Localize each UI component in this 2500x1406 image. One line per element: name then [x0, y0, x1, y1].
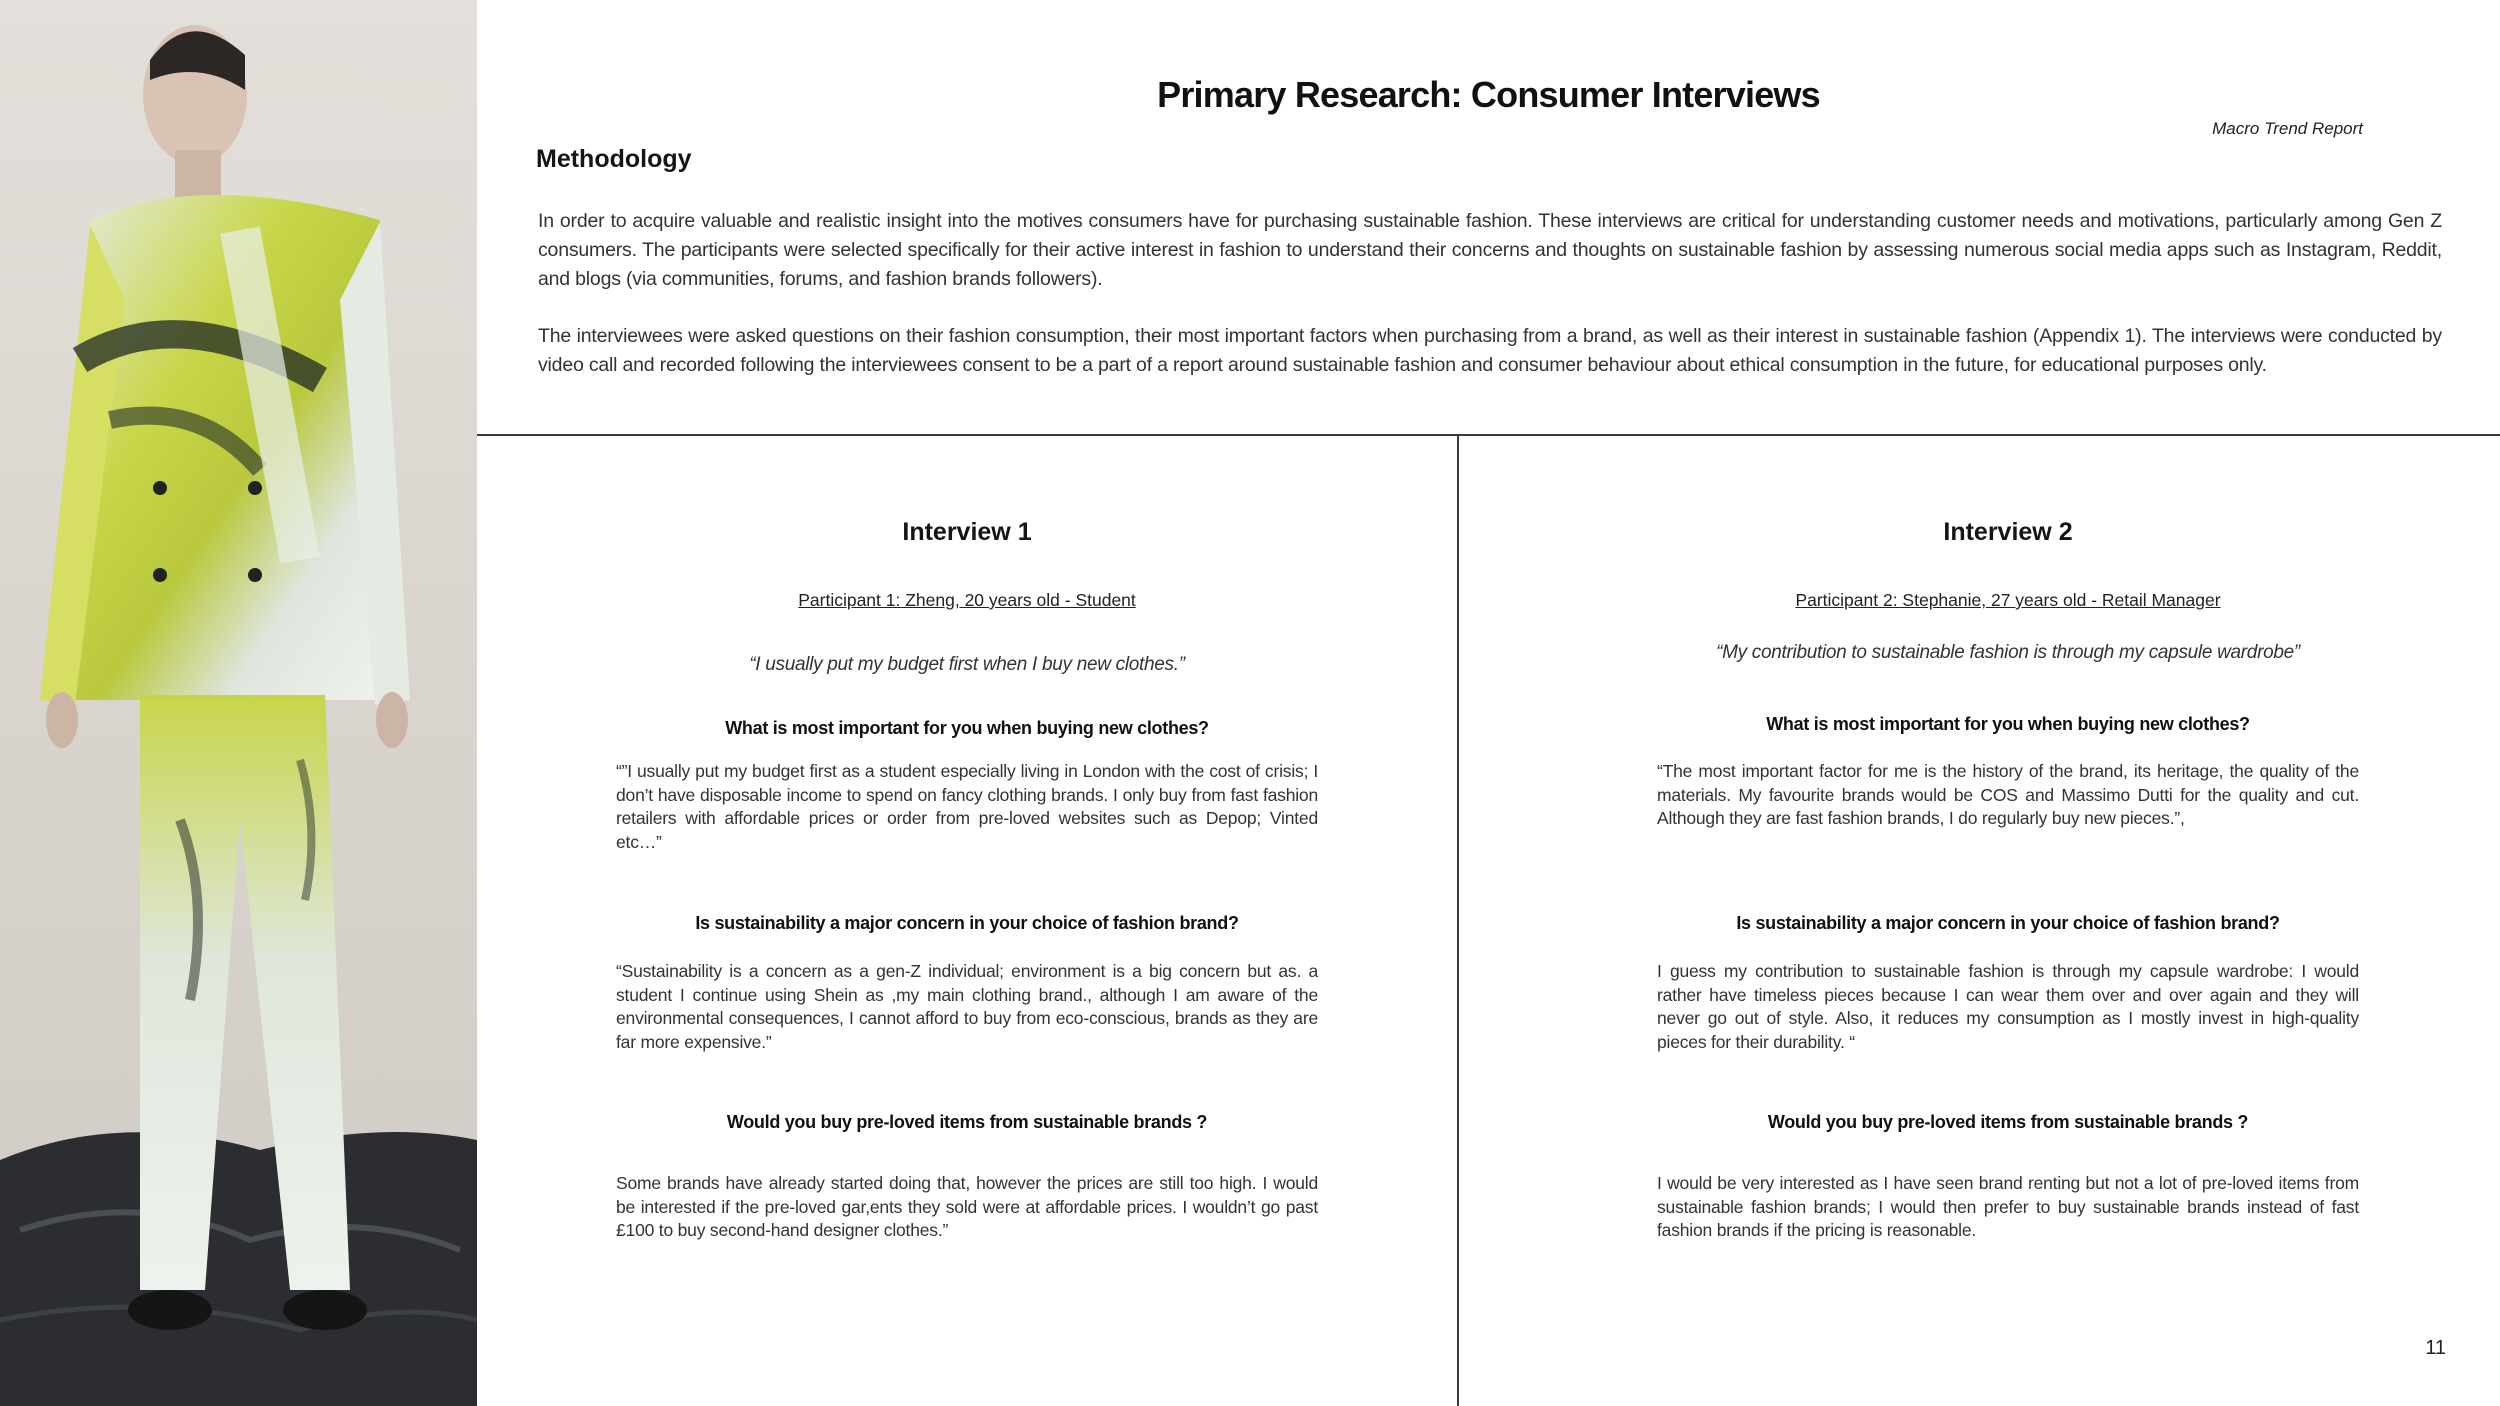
interview-title: Interview 1: [902, 518, 1032, 546]
report-label: Macro Trend Report: [2212, 119, 2363, 138]
methodology-paragraph: The interviewees were asked questions on their fashion consumption, their most important factors when purchasing from a brand, as well as their interest in sustainable fashion (Appendix 1). The interviews were conducted by video call and recorded following the interviewees consent to be a part of a report around sustainable fashion and consumer behaviour about ethical consumption in the future, for educational purposes only.: [538, 325, 2442, 376]
answer: Some brands have already started doing that, however the prices are still too high. I would be interested if the pre-loved gar,ents they sold were at affordable prices. I wouldn’t go past £100 to buy second-hand designer clothes.”: [616, 1173, 1318, 1240]
interview-2-column: [1657, 0, 2359, 1406]
answer: “Sustainability is a concern as a gen-Z individual; environment is a big concern but as. a student I continue using Shein as ,my main clothing brand., although I am aware of the environmental consequences, I cannot afford to buy from eco-conscious, brands as they are far more expensive.”: [616, 961, 1318, 1052]
participant-label: Participant 2: Stephanie, 27 years old - Retail Manager: [1795, 590, 2221, 610]
pull-quote: “I usually put my budget first when I buy new clothes.”: [749, 654, 1185, 675]
question: Would you buy pre-loved items from sustainable brands ?: [726, 1112, 1208, 1132]
model-illustration: [0, 0, 477, 1406]
question: Is sustainability a major concern in your choice of fashion brand?: [695, 913, 1239, 933]
page-number: 11: [2425, 1337, 2446, 1359]
answer: I guess my contribution to sustainable fashion is through my capsule wardrobe: I would rather have timeless pieces because I can wear them over and over again and they will never go out of style. Also, it reduces my consumption as I mostly invest in high-quality pieces for their durability. “: [1657, 961, 2359, 1052]
answer: I would be very interested as I have seen brand renting but not a lot of pre-loved items from sustainable fashion brands; I would then prefer to buy sustainable brands instead of fast fashion brands if the pricing is reasonable.: [1657, 1173, 2359, 1240]
question: Would you buy pre-loved items from sustainable brands ?: [1767, 1112, 2249, 1132]
answer: “”I usually put my budget first as a student especially living in London with the cost of crisis; I don’t have disposable income to spend on fancy clothing brands. I only buy from fast fashion retailers with affordable prices or order from pre-loved websites such as Depop; Vinted etc…”: [616, 761, 1318, 852]
question: What is most important for you when buying new clothes?: [725, 718, 1209, 738]
methodology-heading: Methodology: [536, 145, 692, 173]
interview-1-column: [616, 0, 1318, 1406]
question: What is most important for you when buying new clothes?: [1766, 714, 2250, 734]
pull-quote: “My contribution to sustainable fashion is through my capsule wardrobe”: [1716, 642, 2300, 663]
answer: “The most important factor for me is the history of the brand, its heritage, the quality of the materials. My favourite brands would be COS and Massimo Dutti for the quality and cut. Although they are fast fashion brands, I do regularly buy new pieces.”,: [1657, 761, 2359, 828]
interview-title: Interview 2: [1943, 518, 2073, 546]
page-title: Primary Research: Consumer Interviews: [1157, 74, 1820, 115]
vertical-divider: [1457, 436, 1459, 1406]
participant-label: Participant 1: Zheng, 20 years old - Student: [798, 590, 1136, 610]
fashion-model-photo: [0, 0, 477, 1406]
methodology-paragraph: In order to acquire valuable and realistic insight into the motives consumers have for purchasing sustainable fashion. These interviews are critical for understanding customer needs and motivations, particularly among Gen Z consumers. The participants were selected specifically for their active interest in fashion to understand their concerns and thoughts on sustainable fashion by assessing numerous social media apps such as Instagram, Reddit, and blogs (via communities, forums, and fashion brands followers).: [538, 210, 2442, 290]
question: Is sustainability a major concern in your choice of fashion brand?: [1736, 913, 2280, 933]
